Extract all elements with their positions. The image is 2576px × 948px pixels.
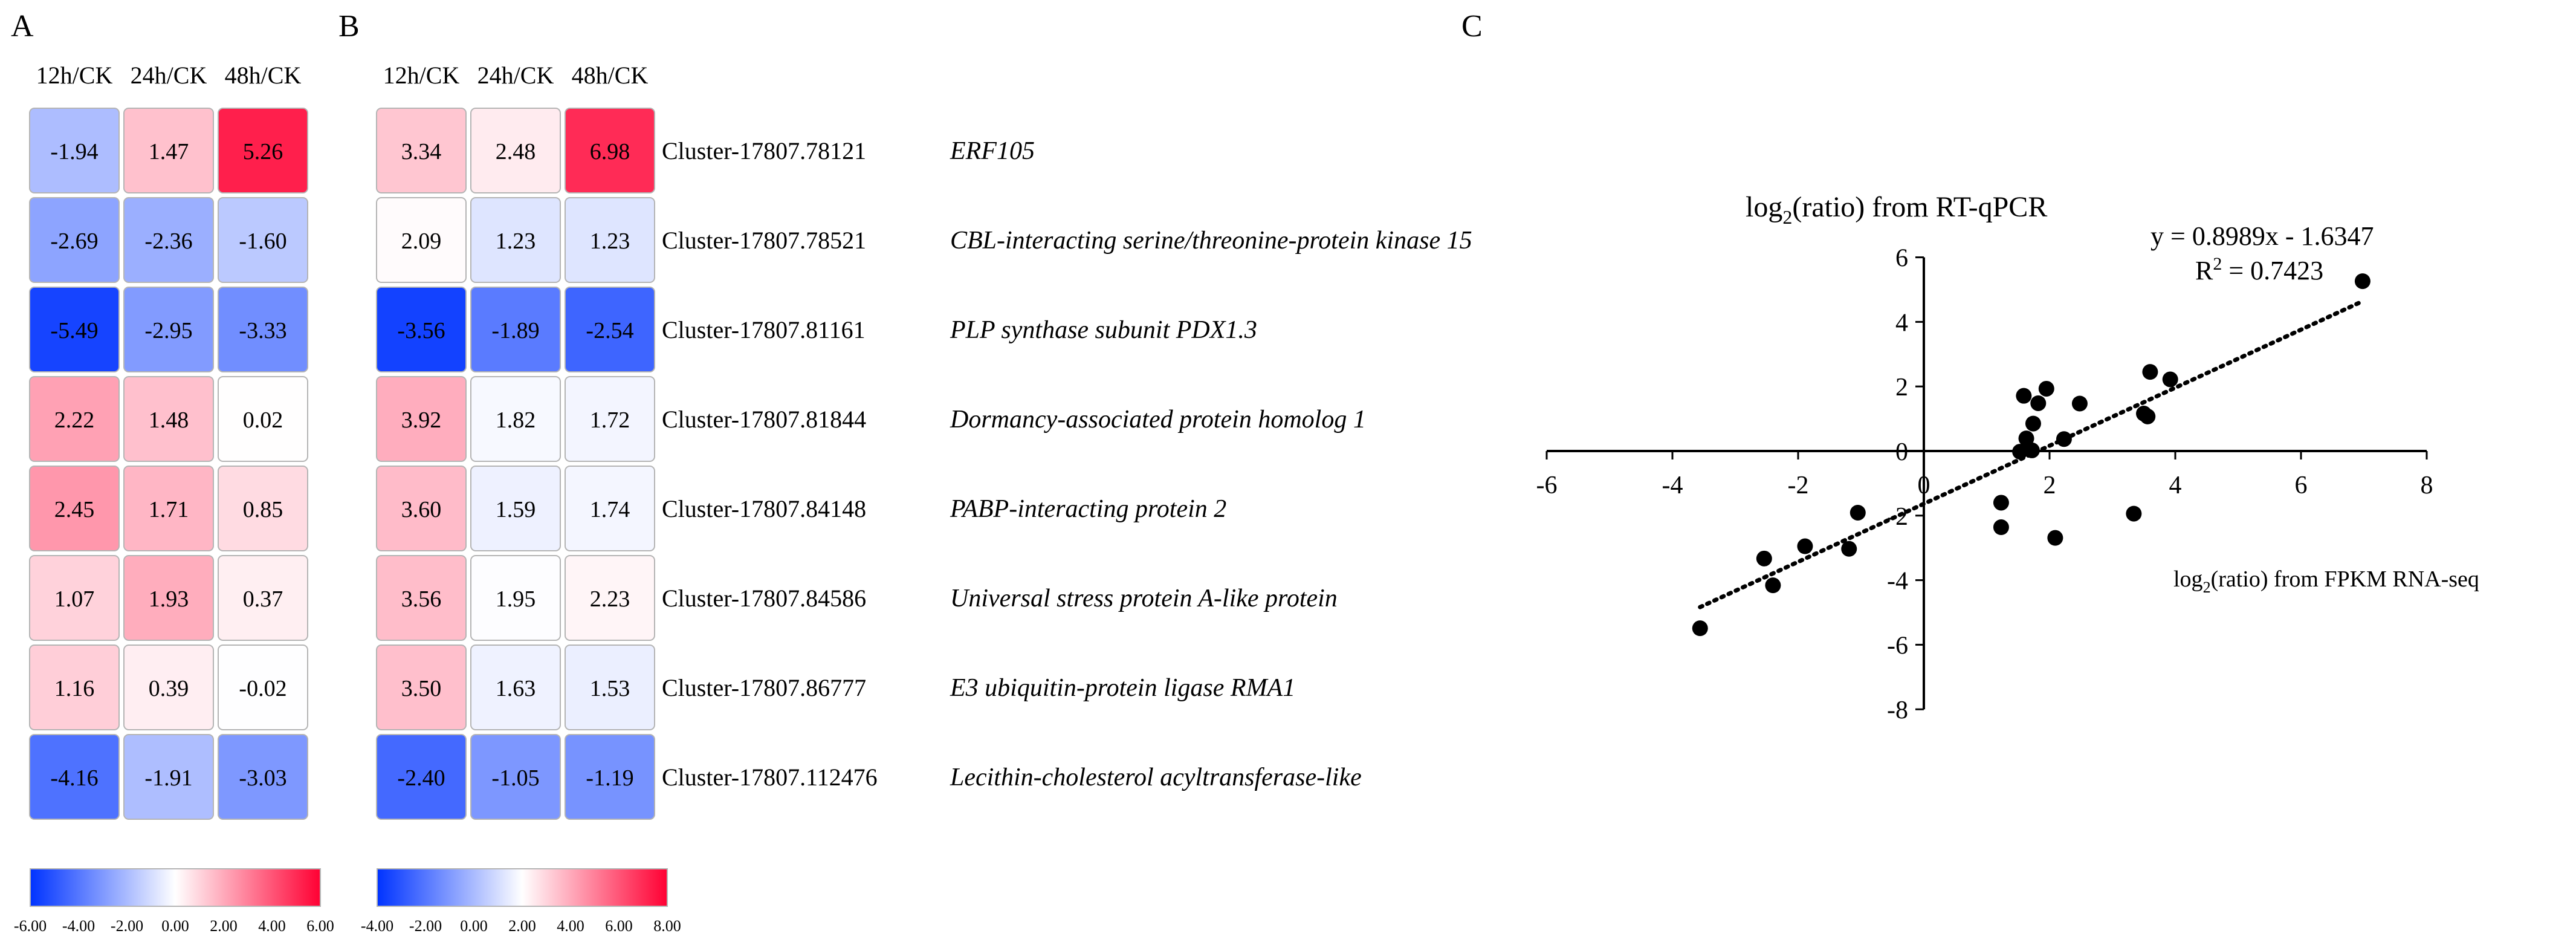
- row-label: Cluster-17807.78521: [662, 227, 867, 254]
- gene-name-label: PLP synthase subunit PDX1.3: [950, 316, 1257, 344]
- y-tick-label: 0: [1895, 438, 1908, 466]
- panel-a-letter: A: [11, 9, 34, 44]
- cell-value-label: 2.09: [401, 229, 442, 254]
- x-tick-label: 8: [2420, 472, 2433, 499]
- x-tick-label: 0: [1917, 472, 1930, 499]
- cell-value-label: 1.63: [495, 676, 536, 701]
- cell-value-label: -1.60: [239, 229, 287, 254]
- cell-value-label: 1.53: [589, 676, 630, 701]
- y-tick-label: 4: [1895, 309, 1908, 337]
- column-header: 24h/CK: [130, 62, 207, 89]
- scatter-title: $\log_2(ratio)$ from RT-qPCR: [1746, 191, 2048, 228]
- scale-tick-label: -4.00: [360, 917, 394, 935]
- scatter-point: [2047, 530, 2063, 546]
- scale-tick-label: -2.00: [110, 917, 144, 935]
- cell-value-label: -1.91: [144, 765, 193, 791]
- cell-value-label: 2.45: [54, 497, 95, 522]
- column-header: 12h/CK: [383, 62, 460, 89]
- cell-value-label: 1.72: [589, 407, 630, 433]
- cell-value-label: -0.02: [239, 676, 287, 701]
- scale-tick-label: 8.00: [653, 917, 681, 935]
- cell-value-label: -3.33: [239, 318, 287, 343]
- x-tick-label: -6: [1536, 472, 1558, 499]
- cell-value-label: -1.19: [586, 765, 634, 791]
- cell-value-label: 1.48: [148, 407, 189, 433]
- row-label: Cluster-17807.84148: [662, 495, 867, 522]
- cell-value-label: 2.23: [589, 586, 630, 612]
- gene-name-label: ERF105: [950, 137, 1035, 165]
- gene-name-label: E3 ubiquitin-protein ligase RMA1: [950, 674, 1296, 702]
- color-scale-b-bar: [377, 869, 667, 906]
- cell-value-label: -3.03: [239, 765, 287, 791]
- x-tick-label: -2: [1787, 472, 1809, 499]
- cell-value-label: 1.23: [589, 229, 630, 254]
- cell-value-label: 3.92: [401, 407, 442, 433]
- r-squared: $R^2 = 0.7423$: [2195, 254, 2324, 285]
- trend-equation: y = 0.8989x - 1.6347: [2150, 221, 2374, 251]
- x-tick-label: 4: [2169, 472, 2182, 499]
- scale-tick-label: -4.00: [62, 917, 95, 935]
- x-tick-label: -4: [1662, 472, 1683, 499]
- y-tick-label: 2: [1895, 374, 1908, 402]
- scale-tick-label: 4.00: [557, 917, 584, 935]
- cell-value-label: -5.49: [50, 318, 99, 343]
- heatmap-b: [377, 62, 1472, 819]
- row-label: Cluster-17807.78121: [662, 137, 867, 164]
- cell-value-label: -1.94: [50, 139, 99, 164]
- column-header: 12h/CK: [36, 62, 113, 89]
- cell-value-label: 5.26: [242, 139, 283, 164]
- cell-value-label: -2.36: [144, 229, 193, 254]
- scale-tick-label: 2.00: [210, 917, 238, 935]
- scale-tick-label: 6.00: [605, 917, 633, 935]
- color-scale-a-bar: [30, 869, 320, 906]
- cell-value-label: -2.54: [586, 318, 634, 343]
- y-tick-label: -6: [1887, 632, 1908, 660]
- cell-value-label: 3.50: [401, 676, 442, 701]
- scatter-point: [1756, 551, 1772, 567]
- y-tick-label: -4: [1887, 567, 1908, 596]
- row-label: Cluster-17807.81161: [662, 316, 866, 343]
- scatter-point: [1765, 577, 1781, 593]
- cell-value-label: 0.85: [242, 497, 283, 522]
- cell-value-label: 1.93: [148, 586, 189, 612]
- column-header: 48h/CK: [571, 62, 649, 89]
- scale-tick-label: -6.00: [13, 917, 47, 935]
- x-axis-label: $\log_2(ratio)$ from FPKM RNA-seq: [2173, 567, 2479, 596]
- cell-value-label: 1.82: [495, 407, 536, 433]
- cell-value-label: 3.34: [401, 139, 442, 164]
- cell-value-label: 1.59: [495, 497, 536, 522]
- scatter-point: [1993, 519, 2009, 535]
- scatter-point: [1841, 541, 1857, 557]
- cell-value-label: 1.23: [495, 229, 536, 254]
- gene-name-label: PABP-interacting protein 2: [950, 495, 1227, 523]
- panel-c-letter: C: [1461, 9, 1483, 44]
- scatter-point: [2072, 396, 2088, 412]
- cell-value-label: 2.48: [495, 139, 536, 164]
- y-tick-label: -2: [1887, 502, 1908, 531]
- scatter-point: [2126, 506, 2141, 522]
- color-scale-a: [14, 869, 334, 935]
- scatter-point: [2030, 395, 2046, 411]
- cell-value-label: 0.02: [242, 407, 283, 433]
- cell-value-label: 1.74: [589, 497, 630, 522]
- scale-tick-label: 4.00: [258, 917, 286, 935]
- gene-name-label: Universal stress protein A-like protein: [950, 585, 1338, 612]
- scatter-point: [1850, 505, 1866, 521]
- cell-value-label: -1.89: [491, 318, 540, 343]
- scatter-point: [2012, 444, 2028, 459]
- cell-value-label: 3.56: [401, 586, 442, 612]
- cell-value-label: -2.95: [144, 318, 193, 343]
- row-label: Cluster-17807.81844: [662, 406, 867, 433]
- scatter-point: [1797, 539, 1813, 554]
- scale-tick-label: 0.00: [460, 917, 488, 935]
- x-tick-label: 6: [2294, 472, 2308, 499]
- cell-value-label: 3.60: [401, 497, 442, 522]
- cell-value-label: -4.16: [50, 765, 99, 791]
- gene-name-label: Lecithin-cholesterol acyltransferase-like: [950, 764, 1362, 791]
- cell-value-label: -3.56: [397, 318, 445, 343]
- scatter-point: [2142, 364, 2158, 380]
- cell-value-label: -1.05: [491, 765, 540, 791]
- cell-value-label: 2.22: [54, 407, 95, 433]
- scatter-point: [2016, 388, 2031, 404]
- column-header: 48h/CK: [224, 62, 302, 89]
- gene-name-label: CBL-interacting serine/threonine-protein kinase 15: [950, 227, 1472, 255]
- cell-value-label: -2.40: [397, 765, 445, 791]
- cell-value-label: 1.07: [54, 586, 95, 612]
- scatter-point: [2056, 431, 2072, 447]
- column-header: 24h/CK: [477, 62, 554, 89]
- row-label: Cluster-17807.86777: [662, 674, 867, 701]
- panel-b-letter: B: [338, 9, 360, 44]
- cell-value-label: 1.47: [148, 139, 189, 164]
- scale-tick-label: -2.00: [409, 917, 442, 935]
- cell-value-label: -2.69: [50, 229, 99, 254]
- scatter-point: [2136, 406, 2152, 421]
- cell-value-label: 0.39: [148, 676, 189, 701]
- scatter-point: [2163, 371, 2178, 387]
- scale-tick-label: 2.00: [508, 917, 536, 935]
- scale-tick-label: 6.00: [306, 917, 334, 935]
- scatter-c: [1536, 191, 2479, 724]
- scale-tick-label: 0.00: [161, 917, 189, 935]
- y-tick-label: 6: [1895, 244, 1908, 273]
- gene-name-label: Dormancy-associated protein homolog 1: [950, 406, 1366, 433]
- scatter-point: [1993, 495, 2009, 510]
- color-scale-b: [361, 869, 681, 935]
- cell-value-label: 0.37: [242, 586, 283, 612]
- row-label: Cluster-17807.84586: [662, 585, 867, 612]
- cell-value-label: 6.98: [589, 139, 630, 164]
- scatter-point: [1692, 620, 1708, 636]
- scatter-point: [2039, 381, 2054, 397]
- cell-value-label: 1.95: [495, 586, 536, 612]
- y-tick-label: -8: [1887, 696, 1908, 725]
- row-label: Cluster-17807.112476: [662, 764, 878, 791]
- heatmap-a: [30, 62, 308, 819]
- cell-value-label: 1.16: [54, 676, 95, 701]
- cell-value-label: 1.71: [148, 497, 189, 522]
- scatter-point: [2025, 416, 2041, 432]
- scatter-point: [2355, 273, 2371, 289]
- x-tick-label: 2: [2043, 472, 2056, 499]
